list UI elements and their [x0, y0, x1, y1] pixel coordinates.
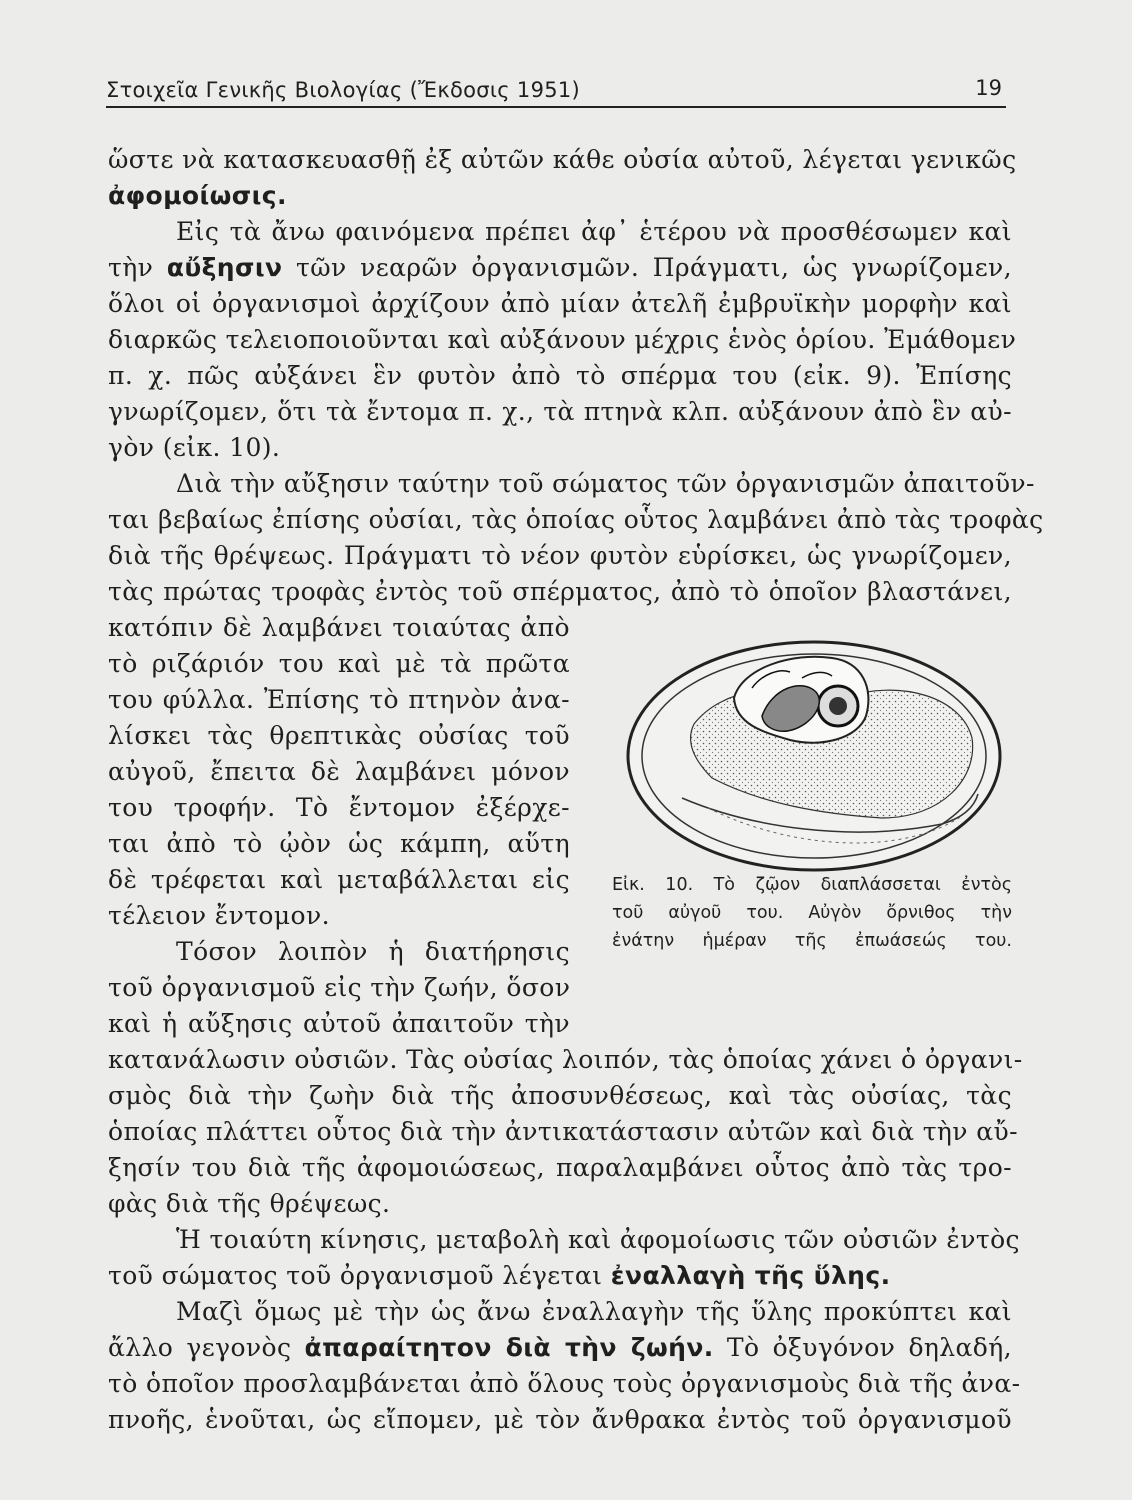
figure-caption-line: ἐνάτην ἡμέραν τῆς ἐπωάσεώς του.	[612, 931, 1012, 951]
text-line: λίσκει τὰς θρεπτικὰς οὐσίας τοῦ	[108, 721, 570, 750]
text-line: ται βεβαίως ἐπίσης οὐσίαι, τὰς ὁποίας οὗτος λαμβάνει ἀπὸ τὰς τροφὰς	[108, 505, 1044, 534]
text-line: γνωρίζομεν, ὅτι τὰ ἔντομα π. χ., τὰ πτηνὰ κλπ. αὐξάνουν ἀπὸ ἓν αὐ-	[108, 397, 1012, 426]
text-line: καὶ ἡ αὔξησις αὐτοῦ ἀπαιτοῦν τὴν	[108, 1009, 570, 1038]
text-line: τὰς πρώτας τροφὰς ἐντὸς τοῦ σπέρματος, ἀπὸ τὸ ὁποῖον βλαστάνει,	[108, 577, 1012, 606]
term-auxisin: αὔξησιν	[166, 253, 283, 282]
text-line: Ἡ τοιαύτη κίνησις, μεταβολὴ καὶ ἀφομοίωσις τῶν οὐσιῶν ἐντὸς	[176, 1225, 1020, 1254]
figure-caption-line: τοῦ αὐγοῦ του. Αὐγὸν ὄρνιθος τὴν	[612, 903, 1012, 923]
term-enallagi: ἐναλλαγὴ τῆς ὕλης.	[610, 1261, 891, 1290]
text-line: ὁποίας πλάττει οὗτος διὰ τὴν ἀντικατάστασιν αὐτῶν καὶ διὰ τὴν αὔ-	[108, 1117, 1018, 1146]
text-line: ὥστε νὰ κατασκευασθῇ ἐξ αὐτῶν κάθε οὐσία αὐτοῦ, λέγεται γενικῶς	[108, 145, 1017, 174]
text-line: ὅλοι οἱ ὀργανισμοὶ ἀρχίζουν ἀπὸ μίαν ἀτελῆ ἐμβρυϊκὴν μορφὴν καὶ	[108, 289, 1012, 318]
text-line: Διὰ τὴν αὔξησιν ταύτην τοῦ σώματος τῶν ὀργανισμῶν ἀπαιτοῦν-	[176, 469, 1035, 498]
text-line: τὸ ὁποῖον προσλαμβάνεται ἀπὸ ὅλους τοὺς ὀργανισμοὺς διὰ τῆς ἀνα-	[108, 1369, 1021, 1398]
text-line: αὐγοῦ, ἔπειτα δὲ λαμβάνει μόνον	[108, 757, 570, 786]
book-title: Στοιχεῖα Γενικῆς Βιολογίας (Ἔκδοσις 1951)	[106, 78, 581, 102]
text-line: κατόπιν δὲ λαμβάνει τοιαύτας ἀπὸ	[108, 613, 570, 642]
text-line: πνοῆς, ἑνοῦται, ὡς εἴπομεν, μὲ τὸν ἄνθρακα ἐντὸς τοῦ ὀργανισμοῦ	[108, 1405, 1012, 1434]
text-line: ἄλλο γεγονὸς ἀπαραίτητον διὰ τὴν ζωήν. Τὸ ὀξυγόνον δηλαδή,	[108, 1333, 1012, 1362]
text-line: φὰς διὰ τῆς θρέψεως.	[108, 1189, 391, 1218]
figure-caption-line: Εἰκ. 10. Τὸ ζῷον διαπλάσσεται ἐντὸς	[612, 875, 1012, 895]
text-line: τοῦ σώματος τοῦ ὀργανισμοῦ λέγεται ἐναλλαγὴ τῆς ὕλης.	[108, 1261, 891, 1290]
text-line: Εἰς τὰ ἄνω φαινόμενα πρέπει ἀφ᾿ ἑτέρου νὰ προσθέσωμεν καὶ	[176, 217, 1012, 246]
text-line: ται ἀπὸ τὸ ᾠὸν ὡς κάμπη, αὕτη	[108, 829, 570, 858]
term-afomoiosis: ἀφομοίωσις.	[108, 181, 287, 210]
text-line: Τόσον λοιπὸν ἡ διατήρησις	[176, 937, 570, 966]
text-line: τοῦ ὀργανισμοῦ εἰς τὴν ζωήν, ὅσον	[108, 973, 571, 1002]
text-line: π. χ. πῶς αὐξάνει ἓν φυτὸν ἀπὸ τὸ σπέρμα του (εἰκ. 9). Ἐπίσης	[108, 361, 1012, 390]
running-header	[106, 76, 1006, 108]
egg-embryo-illustration	[612, 628, 1016, 878]
term-aparaititon: ἀπαραίτητον διὰ τὴν ζωήν.	[304, 1333, 714, 1362]
text-line: Μαζὶ ὅμως μὲ τὴν ὡς ἄνω ἐναλλαγὴν τῆς ὕλης προκύπτει καὶ	[176, 1297, 1012, 1326]
text-line	[108, 176, 1012, 216]
text-line: γὸν (εἰκ. 10).	[108, 433, 281, 462]
text-line: του φύλλα. Ἐπίσης τὸ πτηνὸν ἀνα-	[108, 685, 570, 714]
text-line: τέλειον ἔντομον.	[108, 901, 330, 930]
text-line: τὸ ριζάριόν του καὶ μὲ τὰ πρῶτα	[108, 649, 570, 678]
text-line: του τροφήν. Τὸ ἔντομον ἐξέρχε-	[108, 793, 570, 822]
text-line: τὴν αὔξησιν τῶν νεαρῶν ὀργανισμῶν. Πράγματι, ὡς γνωρίζομεν,	[108, 253, 1012, 282]
text-line: διὰ τῆς θρέψεως. Πράγματι τὸ νέον φυτὸν εὑρίσκει, ὡς γνωρίζομεν,	[108, 541, 1012, 570]
page-number: 19	[975, 76, 1002, 100]
text-line: κατανάλωσιν οὐσιῶν. Τὰς οὐσίας λοιπόν, τὰς ὁποίας χάνει ὁ ὀργανι-	[108, 1045, 1023, 1074]
text-line: διαρκῶς τελειοποιοῦνται καὶ αὐξάνουν μέχρις ἑνὸς ὁρίου. Ἐμάθομεν	[108, 325, 1017, 354]
text-line: σμὸς διὰ τὴν ζωὴν διὰ τῆς ἀποσυνθέσεως, καὶ τὰς οὐσίας, τὰς	[108, 1081, 1012, 1110]
text-line: δὲ τρέφεται καὶ μεταβάλλεται εἰς	[108, 865, 570, 894]
text-line: ξησίν του διὰ τῆς ἀφομοιώσεως, παραλαμβάνει οὗτος ἀπὸ τὰς τρο-	[108, 1153, 1012, 1182]
